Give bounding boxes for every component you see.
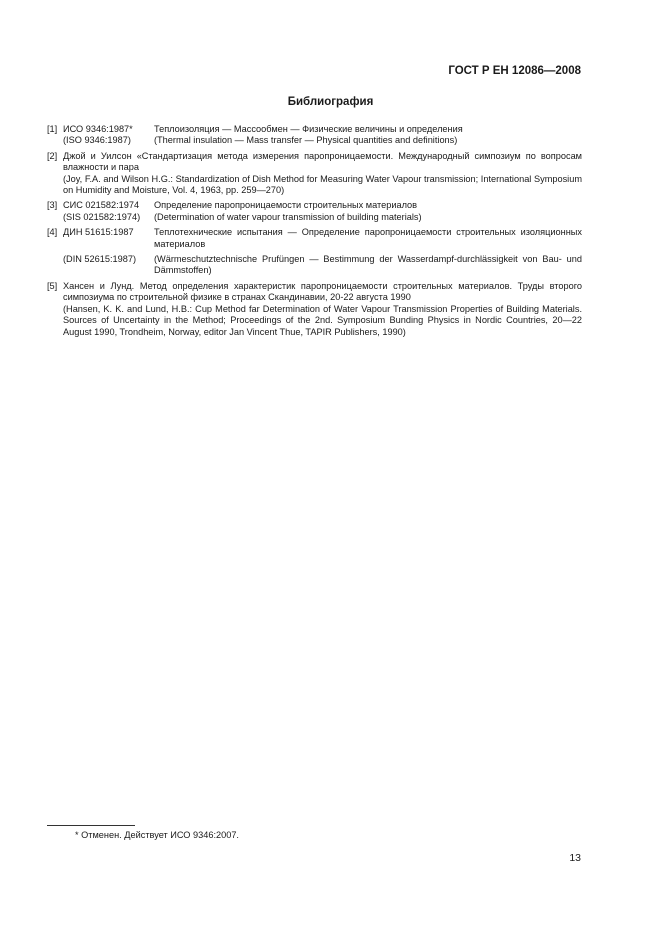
bibliography-entry-3 [47,200,582,223]
entry-title-original: (Wärmeschutztechnische Prufüngen — Bestimmung der Wasserdampf-durchlässigkeit von Bau- und Dämmstoffen) [154,254,582,276]
bibliography-list [47,124,582,342]
entry-title-original: (Joy, F.A. and Wilson H.G.: Standardization of Dish Method for Measuring Water Vapour transmission; International Symposium on Humidity and Moisture, Vol. 4, 1963, pp. 259—270) [63,173,582,196]
bibliography-entry-1 [47,124,582,147]
entry-title-original: (Thermal insulation — Mass transfer — Physical quantities and definitions) [154,135,458,146]
entry-code-original: (DIN 52615:1987) [63,254,137,265]
entry-title: Теплотехнические испытания — Определение паропроницаемости строительных изоляционных материалов [154,227,582,249]
entry-code-original: (ISO 9346:1987) [63,135,131,146]
entry-code: ДИН 51615:1987 [63,227,134,238]
entry-title: Хансен и Лунд. Метод определения характеристик паропроницаемости строительных материалов. Труды второго симпозиума по строительной физике в странах Скандинавии, 20-22 августа 1990 [63,280,582,303]
bibliography-entry-4 [47,227,582,277]
footnote: * Отменен. Действует ИСО 9346:2007. [75,830,239,840]
entry-title: Определение паропроницаемости строительных материалов [154,200,418,211]
page-number: 13 [569,852,581,864]
entry-number: [4] [47,227,58,238]
entry-title: Джой и Уилсон «Стандартизация метода измерения паропроницаемости. Международный симпозиум по вопросам влажности и пара [63,150,582,173]
entry-code: СИС 021582:1974 [63,200,140,211]
entry-number: [5] [47,280,58,291]
entry-title-original: (Determination of water vapour transmission of building materials) [154,211,422,222]
entry-title: Теплоизоляция — Массообмен — Физические величины и определения [154,124,463,134]
document-code: ГОСТ Р ЕН 12086—2008 [448,65,581,77]
entry-number: [1] [47,124,58,134]
bibliography-entry-5 [47,281,582,338]
page-title: Библиография [287,96,374,108]
entry-title-original: (Hansen, K. K. and Lund, H.B.: Cup Method far Determination of Water Vapour Transmission Properties of Building Materials. Sources of Uncertainty in the Method; Proceedings of the 2nd. Symposium Bunding Physics in Nordic Countries, 20—22 August 1990, Trondheim, Norway, editor Jan Vincent Thue, TAPIR Publishers, 1990) [63,303,582,337]
entry-code-original: (SIS 021582:1974) [63,211,141,222]
bibliography-entry-2 [47,151,582,197]
footnote-divider [47,825,135,826]
entry-code: ИСО 9346:1987* [63,124,133,134]
entry-number: [2] [47,150,58,161]
entry-number: [3] [47,200,58,211]
